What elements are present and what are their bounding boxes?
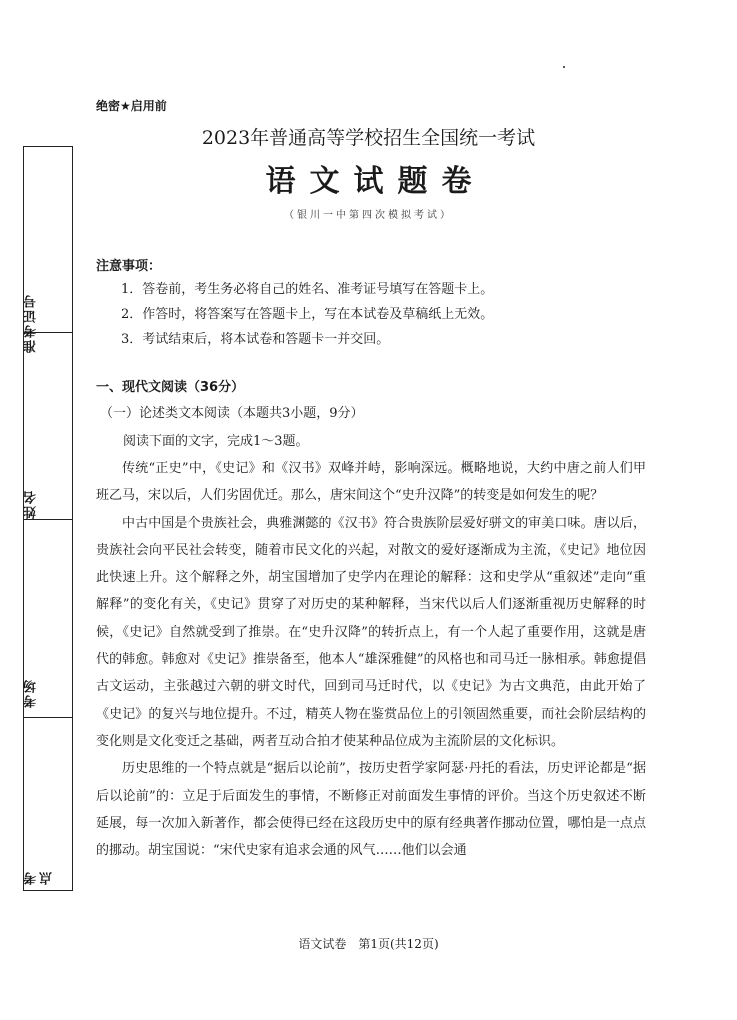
passage-paragraph: 中古中国是个贵族社会，典雅渊懿的《汉书》符合贵族阶层爱好骈文的审美口味。唐以后，贵族社会向平民社会转变，随着市民文化的兴起，对散文的爱好逐渐成为主流，《史记》地位因此快速上升。这个解释之外，胡宝国增加了史学内在理论的解释：这和史学从“重叙述”走向“重解释”的变化有关，《史记》贯穿了对历史的某种解释，当宋代以后人们逐渐重视历史解释的时候，《史记》自然就受到了推崇。在“史升汉降”的转折点上，有一个人起了重要作用，这就是唐代的韩愈。韩愈对《史记》推崇备至，他本人“雄深雅健”的风格也和司马迁一脉相承。韩愈提倡古文运动，主张越过六朝的骈文时代，回到司马迁时代，以《史记》为古文典范，由此开始了《史记》的复兴与地位提升。不过，精英人物在鉴赏品位上的引领固然重要，而社会阶层结构的变化则是文化变迁之基础，两者互动合拍才使某种品位成为主流阶层的文化标识。	[96, 515, 646, 749]
reading-instruction: 阅读下面的文字，完成1～3题。	[123, 434, 309, 449]
notice-item: 1．答卷前，考生务必将自己的姓名、准考证号填写在答题卡上。	[121, 282, 494, 297]
subsection-heading: （一）论述类文本阅读（本题共3小题，9分）	[100, 406, 364, 421]
strip-label-exam-room: 考场	[24, 678, 39, 708]
strip-divider	[24, 717, 72, 718]
exam-title: 2023年普通高等学校招生全国统一考试	[201, 127, 536, 149]
corner-speck	[563, 66, 565, 68]
strip-divider	[24, 519, 72, 520]
passage-paragraph: 传统“正史”中，《史记》和《汉书》双峰并峙，影响深远。概略地说，大约中唐之前人们甲班乙马，宋以后，人们劣固优迁。那么，唐宋间这个“史升汉降”的转变是如何发生的呢？	[96, 461, 646, 504]
binding-strip	[23, 146, 73, 891]
notice-item: 3．考试结束后，将本试卷和答题卡一并交回。	[121, 332, 390, 347]
notice-heading: 注意事项：	[96, 259, 162, 274]
exam-subtitle: （银川一中第四次模拟考试）	[284, 210, 453, 221]
paper-title: 语文试题卷	[265, 164, 486, 199]
notice-item: 2．作答时，将答案写在答题卡上，写在本试卷及草稿纸上无效。	[121, 307, 494, 322]
strip-label-exam-number: 准考证号	[24, 293, 39, 353]
page-footer: 语文试卷 第1页(共12页)	[298, 937, 439, 951]
confidential-stamp: 绝密★启用前	[96, 99, 167, 113]
passage-paragraph: 历史思维的一个特点就是“据后以论前”，按历史哲学家阿瑟·丹托的看法，历史评论都是“据后以论前”的：立足于后面发生的事情，不断修正对前面发生事情的评价。当这个历史叙述不断延展，每一次加入新著作，都会使得已经在这段历史中的原有经典著作挪动位置，哪怕是一点点的挪动。胡宝国说：“宋代史家有追求会通的风气……他们以会通	[96, 761, 646, 859]
strip-label-exam-site: 考点	[24, 870, 55, 885]
section-heading: 一、现代文阅读（36分）	[96, 380, 245, 395]
reading-passage	[96, 455, 646, 864]
strip-label-name: 姓名	[24, 489, 39, 519]
